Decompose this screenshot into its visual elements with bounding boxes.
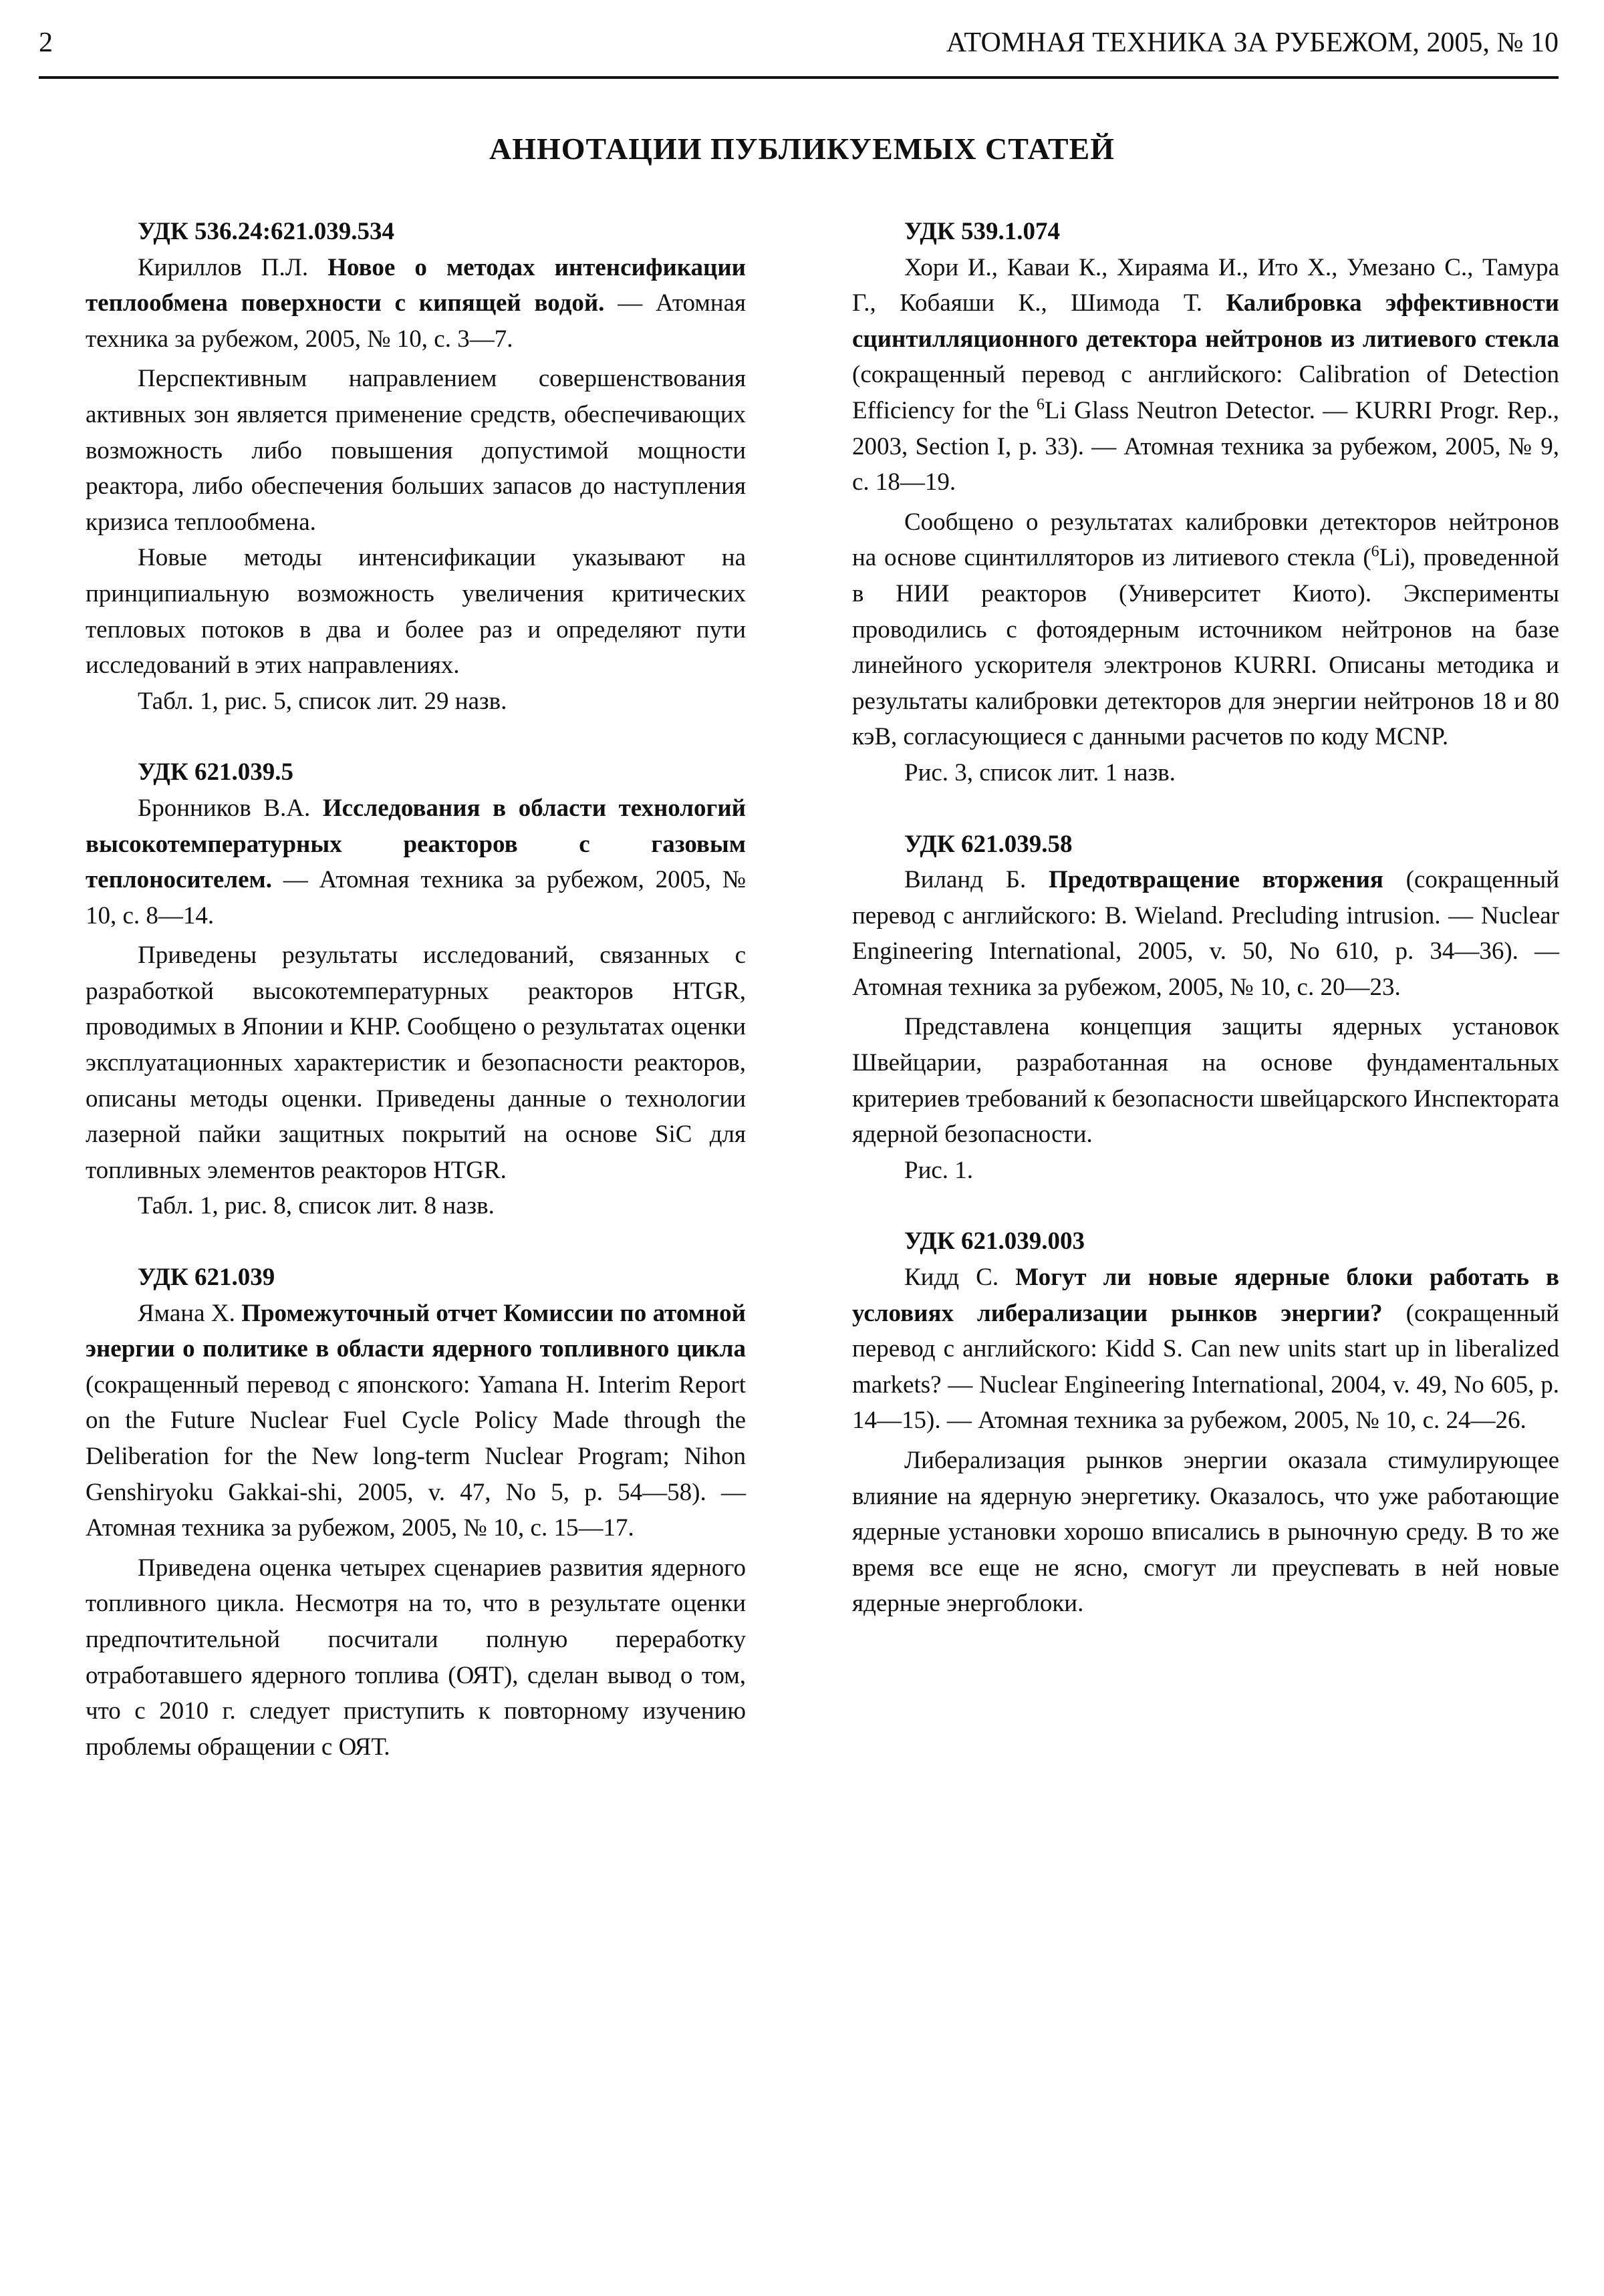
citation <box>852 862 1559 1005</box>
citation <box>86 250 746 357</box>
author: Хори И., Каваи К., Хираяма И., Ито Х., Умезано С., Тамура Г., Кобаяши К., Шимода Т. <box>852 253 1559 317</box>
abstract: Приведены результаты исследований, связанных с разработкой высокотемпературных реакторов HTGR, проводимых в Японии и КНР. Сообщено о результатах оценки эксплуатационных характеристик и безопасности реакторов, описаны методы оценки. Приведены данные о технологии лазерной пайки защитных покрытий на основе SiC для топливных элементов реакторов HTGR. <box>86 942 746 1184</box>
citation <box>852 1260 1559 1439</box>
abstract: Перспективным направлением совершенствования активных зон является применение средств, обеспечивающих возможность либо повышения допустимой мощности реактора, либо обеспечения больших запасов до наступления кризиса теплообмена. <box>86 365 746 536</box>
source: Li Glass Neutron Detector. — KURRI Progr. Rep., 2003, Section I, p. 33). — Атомная техника за рубежом, 2005, № 9, с. 18—19. <box>852 396 1559 496</box>
article <box>852 214 1559 791</box>
article <box>86 754 746 1224</box>
author: Виланд Б. <box>904 866 1049 894</box>
author: Кидд С. <box>904 1264 1016 1292</box>
author: Ямана Х. <box>138 1299 242 1327</box>
article <box>852 827 1559 1189</box>
article-title: Предотвращение вторжения <box>1048 866 1383 894</box>
source: (сокращенный перевод с японского: Yamana H. Interim Report on the Future Nuclear Fuel Cycle Policy Made through the Deliberation for the New long-term Nuclear Program; Nihon Genshiryoku Gakkai-shi, 2005, v. 47, No 5, p. 54—58). — Атомная техника за рубежом, 2005, № 10, с. 15—17. <box>86 1371 746 1542</box>
article <box>86 1260 746 1765</box>
article-title: Промежуточный отчет Комиссии по атомной энергии о политике в области ядерного топливного цикла <box>86 1299 746 1363</box>
abstract: Представлена концепция защиты ядерных установок Швейцарии, разработанная на основе фундаментальных критериев требований к безопасности швейцарского Инспектората ядерной безопасности. <box>852 1013 1559 1149</box>
article-title: Исследования в области технологий высокотемпературных реакторов с газовым теплоносителем. <box>86 794 746 894</box>
article <box>852 1224 1559 1622</box>
left-column <box>86 214 746 1800</box>
abstract: Либерализация рынков энергии оказала стимулирующее влияние на ядерную энергетику. Оказалось, что уже работающие ядерные установки хорошо вписались в рыночную среду. В то же время все еще не ясно, смогут ли преуспевать в ней новые ядерные энергоблоки. <box>852 1447 1559 1618</box>
udk-code: УДК 621.039 <box>138 1264 275 1292</box>
superscript: 6 <box>1371 543 1379 561</box>
right-column <box>852 214 1559 1657</box>
abstract: Новые методы интенсификации указывают на принципиальную возможность увеличения критических тепловых потоков в два и более раз и определяют пути исследований в этих направлениях. <box>86 544 746 680</box>
references-note: Табл. 1, рис. 8, список лит. 8 назв. <box>138 1192 495 1220</box>
article-title: Новое о методах интенсификации теплообмена поверхности с кипящей водой. <box>86 253 746 317</box>
udk-code: УДК 621.039.003 <box>904 1228 1085 1256</box>
page-number: 2 <box>39 27 53 58</box>
abstract-text: Li), проведенной в НИИ реакторов (Университет Киото). Эксперименты проводились с фотоядерным источником нейтронов на базе линейного ускорителя электронов KURRI. Описаны методика и результаты калибровки детекторов для энергии нейтронов 18 и 80 кэВ, согласующиеся с данными расчетов по коду MCNP. <box>852 544 1559 751</box>
journal-name: АТОМНАЯ ТЕХНИКА ЗА РУБЕЖОМ, 2005, № 10 <box>946 27 1559 58</box>
article-title: Калибровка эффективности сцинтилляционного детектора нейтронов из литиевого стекла <box>852 289 1559 353</box>
source: (сокращенный перевод с английского: Kidd S. Can new units start up in liberalized markets? — Nuclear Engineering International, 2004, v. 49, No 605, p. 14—15). — Атомная техника за рубежом, 2005, № 10, с. 24—26. <box>852 1299 1559 1435</box>
udk-code: УДК 621.039.58 <box>904 830 1073 858</box>
source: (сокращенный перевод с английского: Calibration of Detection Efficiency for the <box>852 361 1559 424</box>
citation <box>86 1296 746 1546</box>
author: Бронников В.А. <box>138 794 323 822</box>
udk-code: УДК 539.1.074 <box>904 218 1060 245</box>
source: — Атомная техника за рубежом, 2005, № 10, с. 3—7. <box>86 289 747 353</box>
udk-code: УДК 621.039.5 <box>138 758 293 786</box>
page-title: АННОТАЦИИ ПУБЛИКУЕМЫХ СТАТЕЙ <box>489 132 1115 166</box>
article <box>86 214 746 719</box>
citation <box>86 791 746 934</box>
source: — Атомная техника за рубежом, 2005, № 10, с. 8—14. <box>86 866 746 929</box>
references-note: Рис. 3, список лит. 1 назв. <box>904 758 1176 786</box>
article-title: Могут ли новые ядерные блоки работать в условиях либерализации рынков энергии? <box>852 1264 1559 1327</box>
author: Кириллов П.Л. <box>138 253 328 281</box>
superscript: 6 <box>1036 396 1045 414</box>
abstract <box>852 505 1559 755</box>
running-header <box>39 27 1559 79</box>
source: (сокращенный перевод с английского: B. Wieland. Precluding intrusion. — Nuclear Engineering International, 2005, v. 50, No 610, p. 34—36). — Атомная техника за рубежом, 2005, № 10, с. 20—23. <box>852 866 1559 1001</box>
references-note: Рис. 1. <box>904 1156 974 1184</box>
abstract-text: Сообщено о результатах калибровки детекторов нейтронов на основе сцинтилляторов из литиевого стекла ( <box>852 508 1559 572</box>
abstract: Приведена оценка четырех сценариев развития ядерного топливного цикла. Несмотря на то, что в результате оценки предпочтительной посчитали полную переработку отработавшего ядерного топлива (ОЯТ), сделан вывод о том, что с 2010 г. следует приступить к повторному изучению проблемы обращении с ОЯТ. <box>86 1554 746 1761</box>
udk-code: УДК 536.24:621.039.534 <box>138 218 395 245</box>
references-note: Табл. 1, рис. 5, список лит. 29 назв. <box>138 687 507 715</box>
citation <box>852 250 1559 500</box>
